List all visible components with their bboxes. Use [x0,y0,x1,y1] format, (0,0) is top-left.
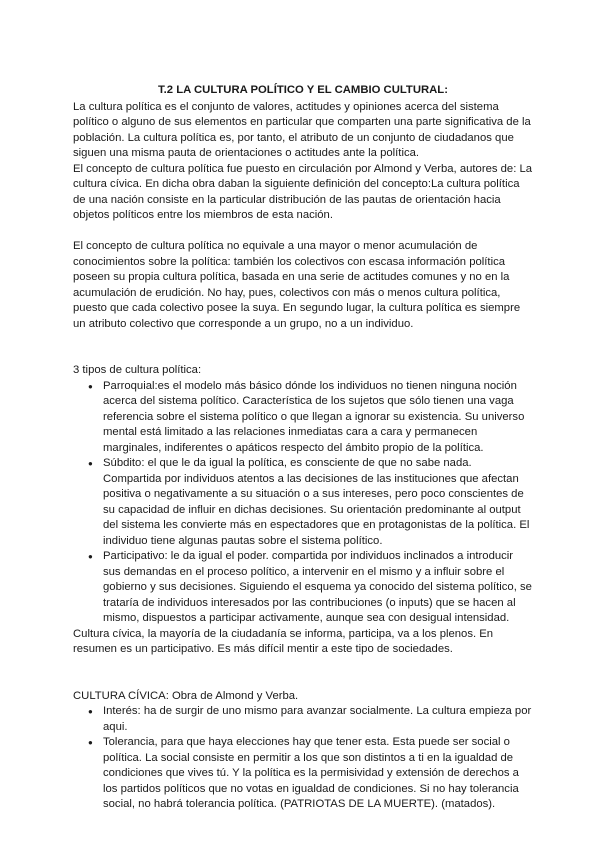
list-item-tolerancia [88,735,533,813]
spacer [73,332,533,363]
list-item-text: Interés: ha de surgir de uno mismo para avanzar socialmente. La cultura empieza por aqui. [103,705,532,733]
list-item-subdito [88,456,533,549]
bullet-icon: ● [88,459,93,468]
bullet-icon: ● [88,381,93,391]
document-page [73,83,533,813]
civic-summary: Cultura cívica, la mayoría de la ciudadanía se informa, participa, va a los plenos. En resumen es un participativo. Es más difícil mentir a este tipo de sociedades. [73,627,494,655]
intro-paragraph-2: El concepto de cultura política fue puesto en circulación por Almond y Verba, autores de: La cultura cívica. En dicha obra daban la siguiente definición del concepto:La cultura política de una nación consiste en la particular distribución de las pautas de orientación hacia objetos políticos entre los miembros de esta nación. [73,162,533,221]
list-item-interes [88,704,533,735]
bullet-icon: ● [88,707,93,716]
list-item-text: Participativo: le da igual el poder. compartida por individuos inclinados a introducir sus demandas en el proceso político, a intervenir en el mismo y a influir sobre el gobierno y sus decisiones. Siguiendo el esquema ya conocido del sistema político, se trataría de individuos interesados por las contribuciones (o inputs) que se hacen al mismo, dispuestos a participar activamente, aunque sea con desigual intensidad. [103,550,532,624]
list-item-text: Parroquial:es el modelo más básico dónde los individuos no tienen ninguna noción acerca del sistema político. Característica de los sujetos que sólo tienen una vaga referencia sobre el sistema político o que llegan a ignorar su existencia. Su universo mental está limitado a las relaciones inmediatas cara a cara y permanecen marginales, indiferentes o apáticos respecto del ámbito propio de la política. [103,379,525,454]
list-item-parroquial [88,379,533,457]
document-title: T.2 LA CULTURA POLÍTICO Y EL CAMBIO CULTURAL: [158,84,448,96]
types-heading: 3 tipos de cultura política: [73,364,202,376]
spacer [73,224,533,240]
bullet-icon: ● [88,552,93,561]
list-item-participativo [88,549,533,627]
paragraph-2: El concepto de cultura política no equivale a una mayor o menor acumulación de conocimientos sobre la política: también los colectivos con escasa información política poseen su propia cultura política, basada en una serie de actitudes comunes y no en la acumulación de erudición. No hay, pues, colectivos con más o menos cultura política, puesto que cada colectivo posee la suya. En segundo lugar, la cultura política es siempre un atributo colectivo que corresponde a un grupo, no a un individuo. [73,240,521,330]
civic-heading: CULTURA CÍVICA: Obra de Almond y Verba. [73,689,299,702]
list-item-text: Súbdito: el que le da igual la política, es consciente de que no sabe nada. Compartida por individuos atentos a las decisiones de las instituciones que afectan positiva o negativamente a su situación o a sus intereses, pero poco conscientes de su capacidad de influir en dichas decisiones. Su orientación predominante al output del sistema les convierte más en espectadores que en protagonistas de la política. El individuo tiene algunas pautas sobre el sistema político. [103,457,530,547]
bullet-icon: ● [88,738,93,747]
spacer [73,658,533,689]
civic-list [73,704,533,813]
types-list [73,379,533,627]
intro-paragraph-1: La cultura política es el conjunto de valores, actitudes y opiniones acerca del sistema político o alguno de sus elementos en particular que comparten una parte significativa de la población. La cultura política es, por tanto, el atributo de un conjunto de ciudadanos que siguen una misma pauta de orientaciones o actitudes ante la política. [73,100,531,159]
list-item-text: Tolerancia, para que haya elecciones hay que tener esta. Esta puede ser social o política. La social consiste en permitir a los que son distintos a ti en la igualdad de condiciones que vives tú. Y la política es la permisividad y extensión de derechos a los partidos políticos que no votas en igualdad de condiciones. Si no hay tolerancia social, no habrá tolerancia política. (PATRIOTAS DE LA MUERTE). (matados). [103,736,519,810]
